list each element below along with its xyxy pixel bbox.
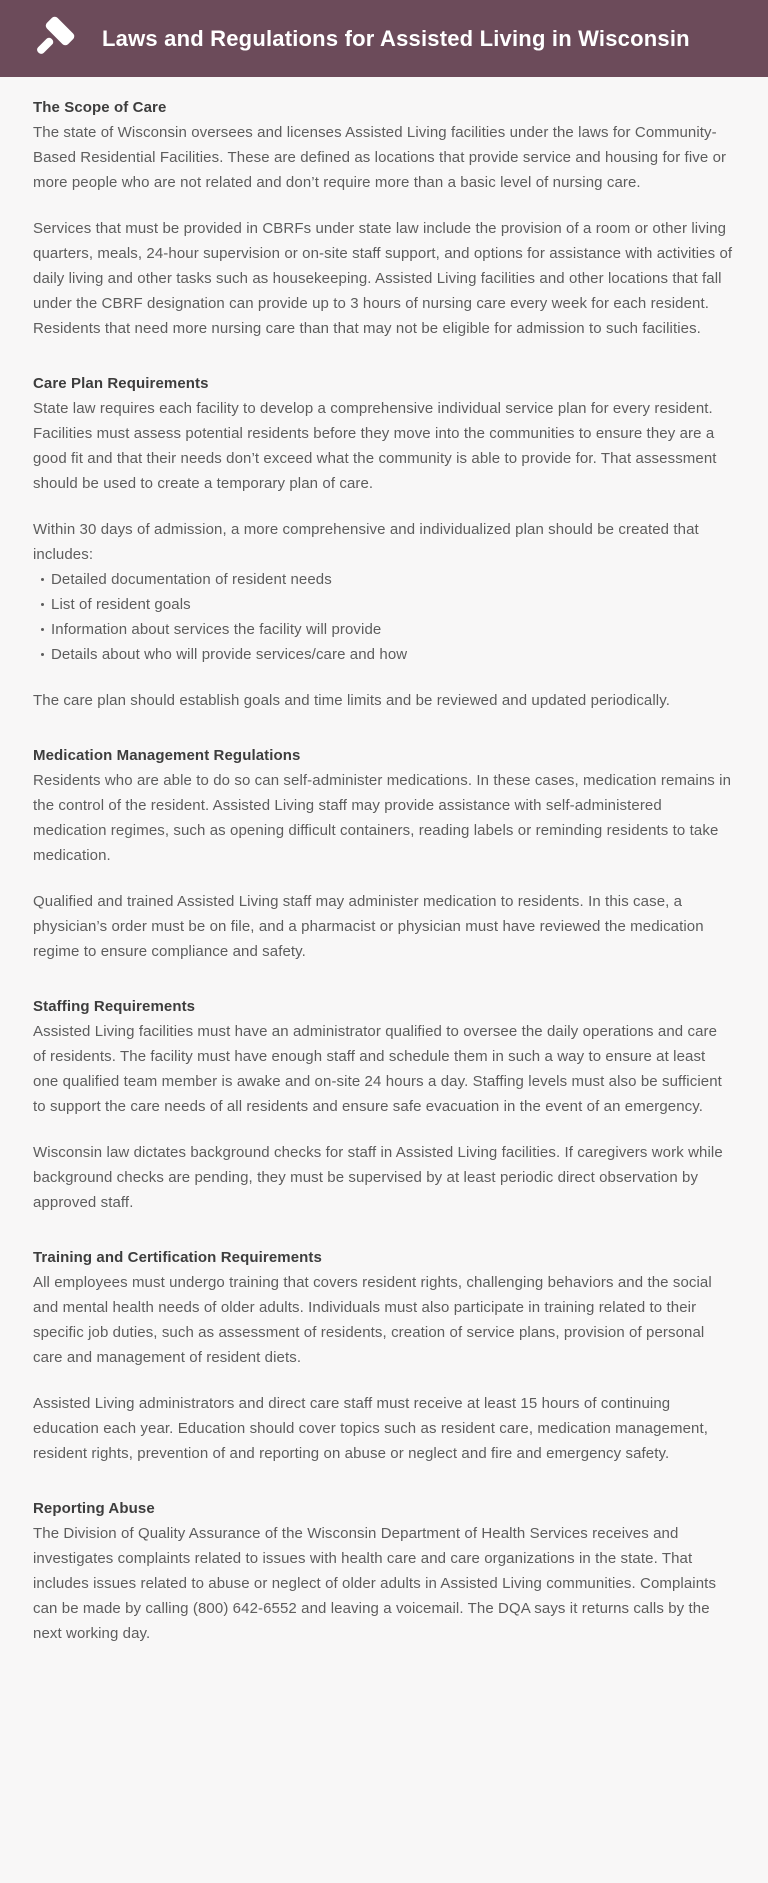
section-reporting-abuse <box>33 1496 734 1646</box>
section-heading: The Scope of Care <box>33 99 167 116</box>
section-staffing-requirements <box>33 994 734 1215</box>
paragraph: The care plan should establish goals and time limits and be reviewed and updated periodically. <box>33 692 670 709</box>
section-heading: Staffing Requirements <box>33 998 196 1015</box>
bullet-dot-icon <box>41 653 44 656</box>
bullet-dot-icon <box>41 578 44 581</box>
page-header <box>0 0 768 77</box>
section-training-certification <box>33 1245 734 1466</box>
list-item-text: Details about who will provide services/care and how <box>51 646 408 663</box>
paragraph: All employees must undergo training that covers resident rights, challenging behaviors and the social and mental health needs of older adults. Individuals must also participate in training related to their specific job duties, such as assessment of residents, creation of service plans, provision of personal care and management of resident diets. <box>33 1274 712 1366</box>
paragraph: The Division of Quality Assurance of the Wisconsin Department of Health Services receives and investigates complaints related to issues with health care and care organizations in the state. That includes issues related to abuse or neglect of older adults in Assisted Living communities. Complaints can be made by calling (800) 642-6552 and leaving a voicemail. The DQA says it returns calls by the next working day. <box>33 1525 717 1642</box>
section-heading: Medication Management Regulations <box>33 747 301 764</box>
paragraph: Wisconsin law dictates background checks for staff in Assisted Living facilities. If caregivers work while background checks are pending, they must be supervised by at least periodic direct observation by approved staff. <box>33 1144 723 1211</box>
section-heading: Care Plan Requirements <box>33 375 209 392</box>
paragraph: Qualified and trained Assisted Living staff may administer medication to residents. In this case, a physician’s order must be on file, and a pharmacist or physician must have reviewed the medication regime to ensure compliance and safety. <box>33 893 704 960</box>
list-item <box>41 642 734 667</box>
section-medication-management <box>33 743 734 964</box>
section-scope-of-care <box>33 95 734 341</box>
bullet-dot-icon <box>41 628 44 631</box>
paragraph: Assisted Living facilities must have an administrator qualified to oversee the daily operations and care of residents. The facility must have enough staff and schedule them in such a way to ensure at least one qualified team member is awake and on-site 24 hours a day. Staffing levels must also be sufficient to support the care needs of all residents and ensure safe evacuation in the event of an emergency. <box>33 1023 722 1115</box>
paragraph: The state of Wisconsin oversees and licenses Assisted Living facilities under the laws for Community-Based Residential Facilities. These are defined as locations that provide service and housing for five or more people who are not related and don’t require more than a basic level of nursing care. <box>33 124 727 191</box>
section-heading: Reporting Abuse <box>33 1500 155 1517</box>
list-item <box>41 592 734 617</box>
paragraph: State law requires each facility to develop a comprehensive individual service plan for every resident. Facilities must assess potential residents before they move into the communities to ensure they are a good fit and that their needs don’t exceed what the community is able to provide for. That assessment should be used to create a temporary plan of care. <box>33 400 717 492</box>
list-item <box>41 617 734 642</box>
paragraph: Services that must be provided in CBRFs under state law include the provision of a room or other living quarters, meals, 24-hour supervision or on-site staff support, and options for assistance with activities of daily living and other tasks such as housekeeping. Assisted Living facilities and other locations that fall under the CBRF designation can provide up to 3 hours of nursing care every week for each resident. Residents that need more nursing care than that may not be eligible for admission to such facilities. <box>33 220 733 337</box>
article-body <box>0 77 768 1646</box>
list-item-text: List of resident goals <box>51 596 191 613</box>
page-title: Laws and Regulations for Assisted Living in Wisconsin <box>102 25 690 51</box>
list-item <box>41 567 734 592</box>
section-care-plan-requirements <box>33 371 734 713</box>
paragraph: Assisted Living administrators and direct care staff must receive at least 15 hours of continuing education each year. Education should cover topics such as resident care, medication management, resident rights, prevention of and reporting on abuse or neglect and fire and emergency safety. <box>33 1395 708 1462</box>
paragraph: Residents who are able to do so can self-administer medications. In these cases, medication remains in the control of the resident. Assisted Living staff may provide assistance with self-administered medication regimes, such as opening difficult containers, reading labels or reminding residents to take medication. <box>33 772 732 864</box>
gavel-icon <box>30 15 78 63</box>
list-item-text: Detailed documentation of resident needs <box>51 571 332 588</box>
bullet-dot-icon <box>41 603 44 606</box>
care-plan-bullet-list <box>33 567 734 667</box>
paragraph: Within 30 days of admission, a more comprehensive and individualized plan should be created that includes: <box>33 521 699 563</box>
list-item-text: Information about services the facility will provide <box>51 621 382 638</box>
section-heading: Training and Certification Requirements <box>33 1249 322 1266</box>
